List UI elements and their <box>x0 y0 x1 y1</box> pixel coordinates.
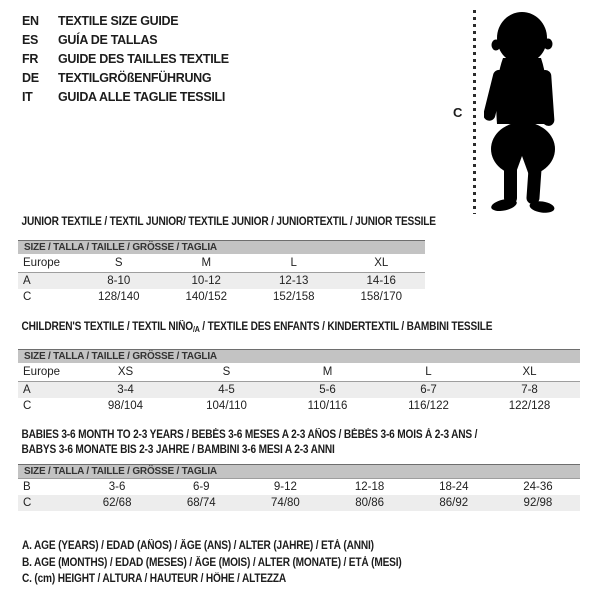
cell: 80/86 <box>355 497 384 509</box>
cell: 86/92 <box>439 497 469 509</box>
cell: L <box>290 257 297 269</box>
language-title: TEXTILGRÖßENFÜHRUNG <box>58 71 212 85</box>
row-label: A <box>23 384 31 396</box>
row-label: C <box>23 400 32 412</box>
measure-legend <box>22 538 453 588</box>
cell: 98/104 <box>107 400 144 412</box>
cell: 140/152 <box>185 291 228 303</box>
table-row <box>18 382 580 398</box>
size-header-bar: SIZE / TALLA / TAILLE / GRÖSSE / TAGLIA <box>18 465 580 479</box>
table <box>18 464 580 511</box>
cell: 9-12 <box>273 481 297 493</box>
table-title <box>18 320 513 337</box>
table <box>18 240 425 305</box>
legend-line: C. (cm) HEIGHT / ALTURA / HAUTEUR / HÖHE / ALTEZZA <box>22 573 287 585</box>
legend-line: B. AGE (MONTHS) / EDAD (MESES) / ÂGE (MOIS) / ALTER (MONATE) / ETÀ (MESI) <box>22 556 402 569</box>
row-label: Europe <box>23 366 61 378</box>
cell: 12-13 <box>279 275 309 287</box>
row-label: C <box>23 497 32 509</box>
cell: M <box>201 257 212 269</box>
cell: 104/110 <box>206 400 247 412</box>
cell: XL <box>374 257 389 269</box>
cell: 7-8 <box>521 384 538 396</box>
cell: 158/170 <box>360 291 403 303</box>
table-title-subscript: /A <box>192 325 200 334</box>
language-row <box>22 69 229 88</box>
cell: 62/68 <box>102 497 132 509</box>
table-title-line: BABIES 3-6 MONTH TO 2-3 YEARS / BEBÉS 3-6 MESES A 2-3 AÑOS / BÉBÉS 3-6 MOIS À 2-3 ANS / <box>21 429 478 441</box>
table-title <box>18 428 513 458</box>
table-row <box>18 363 580 382</box>
table-row <box>18 273 425 289</box>
height-measure-label: C <box>453 105 463 120</box>
table-row <box>18 398 580 414</box>
cell: 4-5 <box>218 384 235 396</box>
language-code: DE <box>22 71 39 85</box>
cell: 12-18 <box>354 481 385 493</box>
row-label: B <box>23 481 31 493</box>
cell: 116/122 <box>408 400 449 412</box>
cell: 6-7 <box>420 384 437 396</box>
cell: 6-9 <box>192 481 210 493</box>
cell: 3-6 <box>108 481 126 493</box>
cell: 68/74 <box>186 497 216 509</box>
table-title-text: / TEXTILE DES ENFANTS / KINDERTEXTIL / BAMBINI TESSILE <box>199 321 493 333</box>
cell: 24-36 <box>523 481 553 493</box>
language-code: EN <box>22 14 39 28</box>
row-label: A <box>23 275 31 287</box>
cell: XL <box>522 366 537 378</box>
cell: S <box>114 257 123 269</box>
cell: 18-24 <box>439 481 469 493</box>
cell: 110/116 <box>307 400 348 412</box>
table-title: JUNIOR TEXTILE / TEXTIL JUNIOR/ TEXTILE JUNIOR / JUNIORTEXTIL / JUNIOR TESSILE <box>21 216 436 228</box>
language-title: GUIDE DES TAILLES TEXTILE <box>58 52 229 66</box>
table-row <box>18 479 580 495</box>
language-title: GUIDA ALLE TAGLIE TESSILI <box>58 90 226 104</box>
table-row <box>18 495 580 511</box>
language-row <box>22 88 229 107</box>
language-row <box>22 31 229 50</box>
legend-line: A. AGE (YEARS) / EDAD (AÑOS) / ÂGE (ANS) / ALTER (JAHRE) / ETÀ (ANNI) <box>22 540 374 552</box>
cell: 14-16 <box>366 275 396 287</box>
cell: 3-4 <box>117 384 134 396</box>
cell: 10-12 <box>191 275 221 287</box>
table-title-text: CHILDREN'S TEXTILE / TEXTIL NIÑO <box>21 321 193 333</box>
language-title: GUÍA DE TALLAS <box>58 33 158 47</box>
language-title-list <box>22 12 229 107</box>
cell: M <box>322 366 333 378</box>
cell: 122/128 <box>508 400 551 412</box>
language-row <box>22 50 229 69</box>
baby-silhouette-image <box>484 8 574 214</box>
table <box>18 349 580 414</box>
size-header-bar: SIZE / TALLA / TAILLE / GRÖSSE / TAGLIA <box>18 350 580 363</box>
cell: 128/140 <box>97 291 140 303</box>
language-row <box>22 12 229 31</box>
language-code: FR <box>22 52 39 66</box>
table-row <box>18 254 425 273</box>
size-header-bar: SIZE / TALLA / TAILLE / GRÖSSE / TAGLIA <box>18 241 425 254</box>
cell: L <box>425 366 432 378</box>
cell: 92/98 <box>523 497 553 509</box>
cell: S <box>222 366 231 378</box>
language-title: TEXTILE SIZE GUIDE <box>58 14 179 28</box>
cell: 74/80 <box>271 497 300 509</box>
cell: 8-10 <box>107 275 131 287</box>
babies-size-table <box>18 428 580 511</box>
row-label: C <box>23 291 32 303</box>
table-title-line: BABYS 3-6 MONATE BIS 2-3 JAHRE / BAMBINI 3-6 MESI A 2-3 ANNI <box>21 444 335 456</box>
row-label: Europe <box>23 257 61 269</box>
cell: 5-6 <box>319 384 336 396</box>
children-size-table <box>18 320 580 414</box>
language-code: ES <box>22 33 39 47</box>
cell: XS <box>117 366 134 378</box>
cell: 152/158 <box>272 291 315 303</box>
height-measure-dotted-line <box>473 10 476 214</box>
language-code: IT <box>22 90 33 104</box>
junior-size-table <box>18 215 436 305</box>
table-row <box>18 289 425 305</box>
